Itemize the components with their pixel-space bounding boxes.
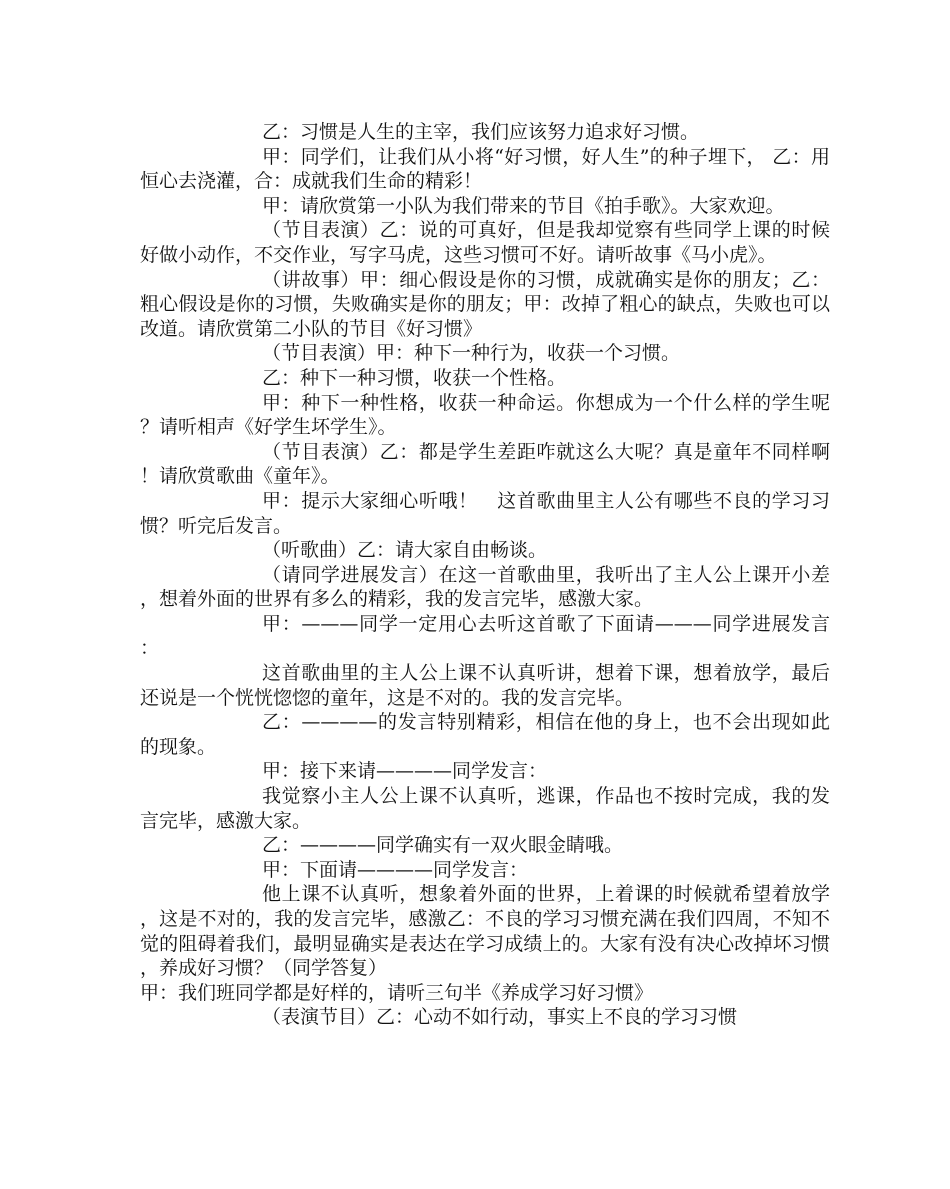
paragraph: （表演节目）乙：心动不如行动，事实上不良的学习习惯 [262, 1006, 738, 1029]
paragraph: 他上课不认真听，想象着外面的世界，上着课的时候就希望着放学，这是不对的，我的发言完毕，感激乙：不良的学习习惯充满在我们四周，不知不觉的阻碍着我们，最明显确实是表达在学习成绩上的。大家有没有决心改掉坏习惯，养成好习惯？（同学答复） [140, 883, 830, 980]
paragraph: 甲：种下一种性格，收获一种命运。你想成为一个什么样的学生呢？请听相声《好学生坏学生》。 [140, 391, 830, 439]
paragraph: 甲：———同学一定用心去听这首歌了下面请———同学进展发言： [140, 612, 830, 660]
paragraph: 这首歌曲里的主人公上课不认真听讲，想着下课，想着放学，最后还说是一个恍恍惚惚的童年，这是不对的。我的发言完毕。 [140, 662, 830, 709]
document-body [140, 120, 830, 1030]
paragraph: 乙：种下一种习惯，收获一个性格。 [262, 366, 567, 389]
paragraph: 乙：————同学确实有一双火眼金睛哦。 [262, 834, 624, 857]
paragraph: 甲：同学们，让我们从小将“好习惯，好人生”的种子埋下， 乙：用恒心去浇灌，合：成就我们生命的精彩！ [140, 145, 830, 193]
paragraph: 乙：习惯是人生的主宰，我们应该努力追求好习惯。 [262, 121, 700, 143]
paragraph: 甲：我们班同学都是好样的，请听三句半《养成学习好习惯》 [140, 981, 654, 1004]
paragraph: （请同学进展发言）在这一首歌曲里，我听出了主人公上课开小差，想着外面的世界有多么的精彩，我的发言完毕，感激大家。 [140, 563, 830, 611]
paragraph: （节目表演）乙：都是学生差距咋就这么大呢？真是童年不同样啊！请欣赏歌曲《童年》。 [140, 440, 830, 488]
paragraph: 甲：接下来请————同学发言： [262, 760, 548, 783]
paragraph: 甲：请欣赏第一小队为我们带来的节目《拍手歌》。大家欢迎。 [262, 194, 785, 217]
paragraph: 我觉察小主人公上课不认真听，逃课，作品也不按时完成，我的发言完毕，感激大家。 [140, 785, 830, 832]
paragraph: （节目表演）甲：种下一种行为，收获一个习惯。 [262, 342, 681, 365]
paragraph: （讲故事）甲：细心假设是你的习惯，成就确实是你的朋友；乙：粗心假设是你的习惯，失败确实是你的朋友；甲：改掉了粗心的缺点，失败也可以改道。请欣赏第二小队的节目《好习惯》 [140, 268, 830, 340]
paragraph: （节目表演）乙：说的可真好，但是我却觉察有些同学上课的时候好做小动作，不交作业，写字马虎，这些习惯可不好。请听故事《马小虎》。 [140, 219, 830, 266]
paragraph: 乙：————的发言特别精彩，相信在他的身上，也不会出现如此的现象。 [140, 711, 830, 758]
paragraph: 甲：提示大家细心听哦！ 这首歌曲里主人公有哪些不良的学习习惯？听完后发言。 [140, 489, 830, 537]
paragraph: （听歌曲）乙：请大家自由畅谈。 [262, 539, 548, 562]
paragraph: 甲：下面请————同学发言： [262, 858, 529, 881]
